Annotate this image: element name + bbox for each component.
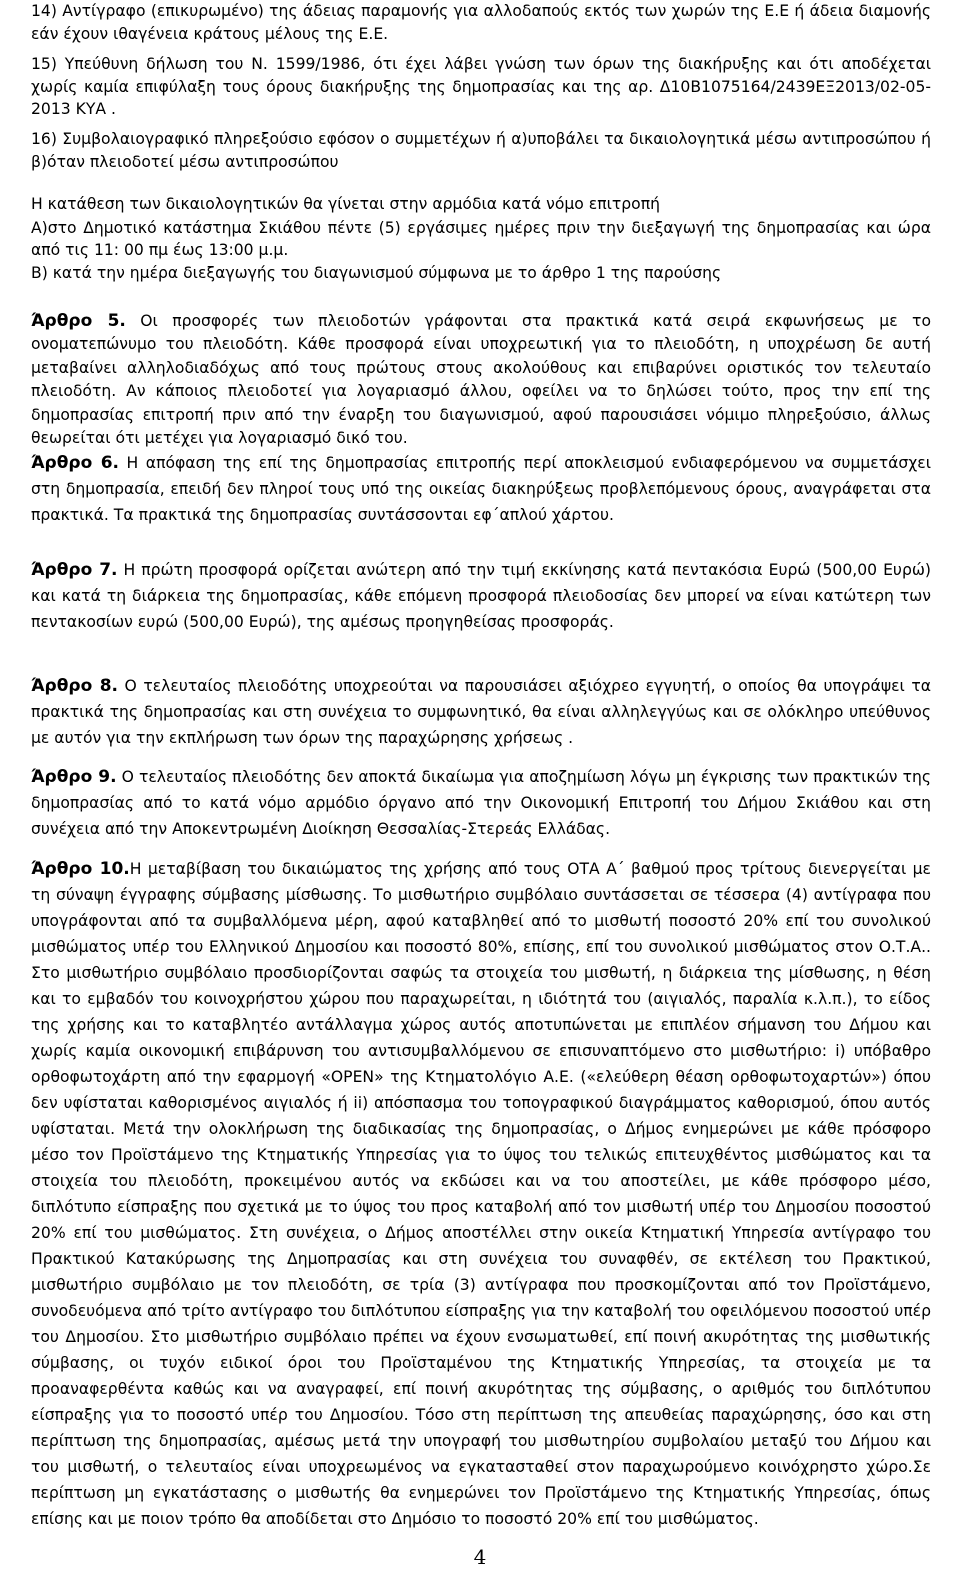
article-9 (31, 764, 931, 842)
article-7-title: Άρθρο 7. (31, 560, 118, 580)
article-7 (31, 557, 931, 635)
article-6-title: Άρθρο 6. (31, 453, 120, 473)
article-10 (31, 856, 931, 1532)
item-14: 14) Αντίγραφο (επικυρωμένο) της άδειας παραμονής για αλλοδαπούς εκτός των χωρών της Ε.Ε ή άδεια διαμονής εάν έχουν ιθαγένεια κράτους μέλους της Ε.Ε. (31, 2, 931, 43)
article-10-title: Άρθρο 10. (31, 859, 130, 879)
article-8-title: Άρθρο 8. (31, 676, 119, 696)
submission-option-b: Β) κατά την ημέρα διεξαγωγής του διαγωνισμού σύμφωνα με το άρθρο 1 της παρούσης (31, 264, 722, 282)
article-8-text: Ο τελευταίος πλειοδότης υποχρεούται να παρουσιάσει αξιόχρεο εγγυητή, ο οποίος θα υπογράψει τα πρακτικά της δημοπρασίας και στη συνέχεια το συμφωνητικό, θα είναι αλληλεγγύως και σε ολόκληρο υπεύθυνος με αυτόν για την εκπλήρωση των όρων της παραχώρησης χρήσεως . (31, 677, 931, 747)
submission-option-a: Α)στο Δημοτικό κατάστημα Σκιάθου πέντε (5) εργάσιμες ημέρες πριν την διεξαγωγή της δημοπρασίας και ώρα από τις 11: 00 πμ έως 13:00 μ.μ. (31, 219, 931, 259)
article-10-text: Η μεταβίβαση του δικαιώματος της χρήσης από τους ΟΤΑ Α΄ βαθμού προς τρίτους διενεργείται με τη σύναψη έγγραφης σύμβασης μίσθωσης. Το μισθωτήριο συμβόλαιο συντάσσεται σε τέσσερα (4) αντίγραφα που υπογράφονται από τα συμβαλλόμενα μέρη, αφού καταβληθεί από το μισθωτή ποσοστό 20% επί του συνολικού μισθώματος υπέρ του Ελληνικού Δημοσίου και ποσοστό 80%, επίσης, επί του συνολικού μισθώματος στον Ο.Τ.Α.. Στο μισθωτήριο συμβόλαιο προσδιορίζονται σαφώς τα στοιχεία του μισθωτή, η διάρκεια της μίσθωσης, η θέση και το εμβαδόν του κοινοχρήστου χώρου που παραχωρείται, η ιδιότητά του (αιγιαλός, παραλία κ.λ.π.), το είδος της χρήσης και το καταβλητέο αντάλλαγμα χώρος αυτός αποτυπώνεται με επιπλέον σήμανση του Δήμου και χωρίς καμία οικονομική επιβάρυνση του αντισυμβαλλόμενου σε επισυναπτόμενο στο μισθωτήριο: i) υπόβαθρο ορθοφωτοχάρτη από την εφαρμογή «OPEN» της Κτηματολόγιο Α.Ε. («ελεύθερη θέαση ορθοφωτοχαρτών») όπου δεν υφίσταται καθορισμένος αιγιαλός ή ii) απόσπασμα του τοπογραφικού διαγράμματος καθορισμού, όπου αυτός υφίσταται. Μετά την ολοκλήρωση της διαδικασίας της δημοπρασίας, ο Δήμος ενημερώνει με κάθε πρόσφορο μέσο τον Προϊστάμενο της Κτηματικής Υπηρεσίας για το ύψος του τελικώς επιτευχθέντος μισθώματος και τα στοιχεία του πλειοδότη, προκειμένου αυτός να εκδώσει και να του αποστείλει, με κάθε πρόσφορο μέσο, διπλότυπο είσπραξης που σχετικά με το ύψος του προς καταβολή από τον μισθωτή υπέρ του Δημοσίου ποσοστού 20% επί του μισθώματος. Στη συνέχεια, ο Δήμος αποστέλλει στην οικεία Κτηματική Υπηρεσία αντίγραφο του Πρακτικού Κατακύρωσης της Δημοπρασίας και στη συνέχεια του συναφθέν, σε εκτέλεση του Πρακτικού, μισθωτήριο συμβόλαιο με τον πλειοδότη, σε τρία (3) αντίγραφα που προσκομίζονται από τον Προϊστάμενο, συνοδευόμενα από τρίτο αντίγραφο του διπλότυπου είσπραξης για την καταβολή του οφειλόμενου ποσοστού υπέρ του Δημοσίου. Στο μισθωτήριο συμβόλαιο πρέπει να έχουν ενσωματωθεί, επί ποινή ακυρότητας της μισθωτικής σύμβασης, οι τυχόν ειδικοί όροι του Προϊσταμένου της Κτηματικής Υπηρεσίας, τα στοιχεία με τα προαναφερθέντα καθώς και να αναγραφεί, επί ποινή ακυρότητας της σύμβασης, ο αριθμός του διπλότυπου είσπραξης για το ποσοστό υπέρ του Δημοσίου. Τόσο στη περίπτωση της απευθείας παραχώρησης, όσο και στη περίπτωση της δημοπρασίας, αμέσως μετά την υπογραφή του μισθωτηρίου συμβολαίου μεταξύ του Δήμου και του μισθωτή, ο τελευταίος είναι υποχρεωμένος να εγκατασταθεί στον παραχωρούμενο κοινόχρηστο χώρο.Σε περίπτωση μη εγκατάστασης ο μισθωτής θα ενημερώνει τον Προϊστάμενο της Κτηματικής Υπηρεσίας, όπως επίσης και με ποιον τρόπο θα αποδίδεται στο Δημόσιο το ποσοστό 20% επί του μισθώματος. (31, 860, 931, 1528)
submission-intro: Η κατάθεση των δικαιολογητικών θα γίνεται στην αρμόδια κατά νόμο επιτροπή (31, 195, 660, 213)
article-6-text: Η απόφαση της επί της δημοπρασίας επιτροπής περί αποκλεισμού ενδιαφερόμενου να συμμετάσχει στη δημοπρασία, επειδή δεν πληροί τους υπό της οικείας διακηρύξεως προβλεπόμενους όρους, αναγράφεται στα πρακτικά. Τα πρακτικά της δημοπρασίας συντάσσονται εφ΄απλού χάρτου. (31, 454, 931, 524)
article-9-text: Ο τελευταίος πλειοδότης δεν αποκτά δικαίωμα για αποζημίωση λόγω μη έγκρισης των πρακτικών της δημοπρασίας από το κατά νόμο αρμόδιο όργανο από την Οικονομική Επιτροπή του Δήμου Σκιάθου και στη συνέχεια από την Αποκεντρωμένη Διοίκηση Θεσσαλίας-Στερεάς Ελλάδας. (31, 768, 931, 838)
article-5-text: Οι προσφορές των πλειοδοτών γράφονται στα πρακτικά κατά σειρά εκφωνήσεως με το ονοματεπώνυμο του πλειοδότη. Κάθε προσφορά είναι υποχρεωτική για το πλειοδότη, η υποχρέωση δε αυτή μεταβαίνει αλληλοδιαδόχως από τους πρώτους στους ακολούθους και επιβαρύνει οριστικός τον τελευταίο πλειοδότη. Αν κάποιος πλειοδοτεί για λογαριασμό άλλου, οφείλει να το δηλώσει τούτο, προς την επί της δημοπρασίας επιτροπή πριν από την έναρξη του διαγωνισμού, αφού παρουσιάσει νόμιμο πληρεξούσιο, άλλως θεωρείται ότι μετέχει για λογαριασμό δικό του. (31, 312, 931, 448)
item-16: 16) Συμβολαιογραφικό πληρεξούσιο εφόσον ο συμμετέχων ή α)υποβάλει τα δικαιολογητικά μέσω αντιπροσώπου ή β)όταν πλειοδοτεί μέσω αντιπροσώπου (31, 130, 931, 171)
article-7-text: Η πρώτη προσφορά ορίζεται ανώτερη από την τιμή εκκίνησης κατά πεντακόσια Ευρώ (500,00 Ευρώ) και κατά τη διάρκεια της δημοπρασίας, κάθε επόμενη προσφορά πλειοδοσίας δεν μπορεί να είναι κατώτερη των πεντακοσίων ευρώ (500,00 Ευρώ), της αμέσως προηγηθείσας προσφοράς. (31, 561, 931, 631)
item-15: 15) Υπεύθυνη δήλωση του Ν. 1599/1986, ότι έχει λάβει γνώση των όρων της διακήρυξης και ότι αποδέχεται χωρίς καμία επιφύλαξη τους όρους διακήρυξης της δημοπρασίας και της αρ. Δ10Β1075164/2439ΕΞ2013/02-05-2013 ΚΥΑ . (31, 55, 931, 118)
article-9-title: Άρθρο 9. (31, 767, 117, 787)
page-number: 4 (473, 1545, 487, 1569)
article-5 (31, 310, 931, 450)
article-6 (31, 450, 931, 528)
article-8 (31, 673, 931, 751)
article-5-title: Άρθρο 5. (31, 311, 126, 331)
